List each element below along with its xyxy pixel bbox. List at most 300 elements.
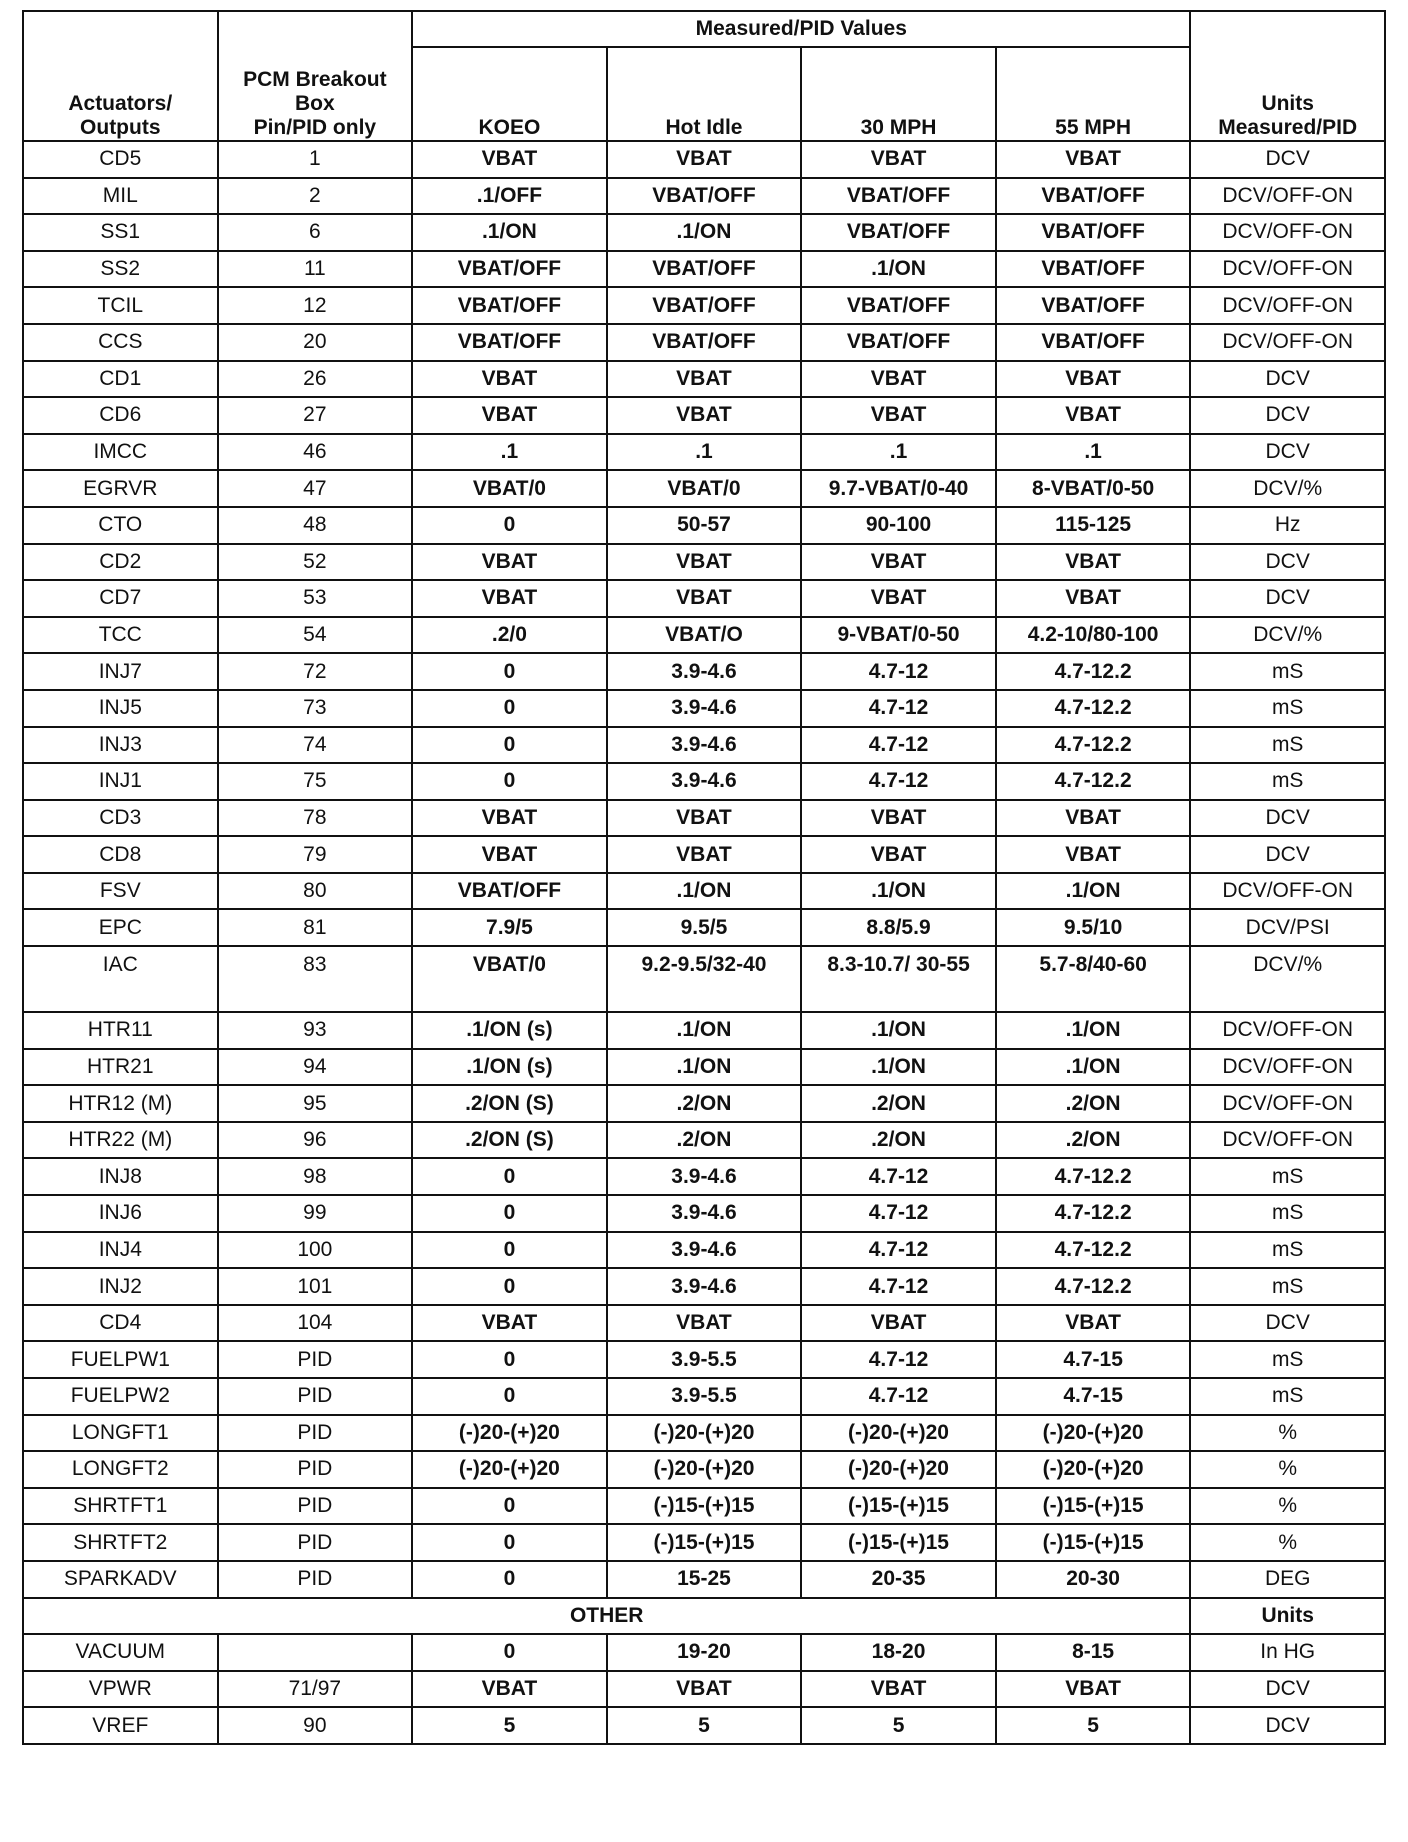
cell-55-mph: 4.7-12.2 [996, 653, 1191, 690]
cell-actuator: VPWR [23, 1671, 218, 1708]
cell-koeo: .1/ON (s) [412, 1012, 607, 1049]
cell-pin: 94 [218, 1049, 413, 1086]
cell-actuator: FUELPW1 [23, 1341, 218, 1378]
cell-30-mph: .1/ON [801, 873, 996, 910]
cell-55-mph: 4.7-12.2 [996, 1268, 1191, 1305]
cell-55-mph: 4.7-12.2 [996, 1195, 1191, 1232]
cell-30-mph: VBAT/OFF [801, 178, 996, 215]
cell-koeo: .2/ON (S) [412, 1122, 607, 1159]
cell-hot-idle: VBAT [607, 544, 802, 581]
cell-55-mph: 4.7-12.2 [996, 727, 1191, 764]
cell-55-mph: 4.7-12.2 [996, 1158, 1191, 1195]
cell-pin: 71/97 [218, 1671, 413, 1708]
table-row [23, 214, 1385, 251]
cell-hot-idle: VBAT [607, 361, 802, 398]
cell-30-mph: 9.7-VBAT/0-40 [801, 470, 996, 507]
header-pcm-breakout-box [218, 11, 413, 141]
cell-55-mph: VBAT [996, 141, 1191, 178]
cell-30-mph: 4.7-12 [801, 653, 996, 690]
cell-hot-idle: .2/ON [607, 1085, 802, 1122]
cell-units: DCV/OFF-ON [1190, 178, 1385, 215]
cell-55-mph: 8-VBAT/0-50 [996, 470, 1191, 507]
cell-pin: PID [218, 1561, 413, 1598]
header-30-mph: 30 MPH [801, 47, 996, 141]
table-row [23, 1707, 1385, 1744]
cell-koeo: 0 [412, 1634, 607, 1671]
cell-pin: PID [218, 1415, 413, 1452]
cell-55-mph: .2/ON [996, 1122, 1191, 1159]
cell-actuator: CD4 [23, 1305, 218, 1342]
cell-koeo: VBAT [412, 800, 607, 837]
cell-hot-idle: .1/ON [607, 214, 802, 251]
cell-30-mph: 18-20 [801, 1634, 996, 1671]
table-row [23, 1415, 1385, 1452]
table-row [23, 727, 1385, 764]
cell-pin: 6 [218, 214, 413, 251]
table-row [23, 397, 1385, 434]
cell-pin: 79 [218, 836, 413, 873]
cell-units: mS [1190, 763, 1385, 800]
cell-55-mph: VBAT [996, 397, 1191, 434]
cell-55-mph: VBAT/OFF [996, 287, 1191, 324]
cell-units: Hz [1190, 507, 1385, 544]
cell-units: In HG [1190, 1634, 1385, 1671]
cell-hot-idle: 3.9-4.6 [607, 763, 802, 800]
table-row [23, 1561, 1385, 1598]
cell-units: % [1190, 1451, 1385, 1488]
cell-pin: 73 [218, 690, 413, 727]
cell-30-mph: .1/ON [801, 1012, 996, 1049]
cell-55-mph: VBAT/OFF [996, 251, 1191, 288]
cell-55-mph: VBAT [996, 800, 1191, 837]
other-label: OTHER [23, 1598, 1190, 1635]
cell-hot-idle: .1/ON [607, 1049, 802, 1086]
cell-koeo: VBAT [412, 1671, 607, 1708]
cell-pin: 26 [218, 361, 413, 398]
cell-pin: PID [218, 1451, 413, 1488]
cell-30-mph: 4.7-12 [801, 690, 996, 727]
cell-actuator: CD8 [23, 836, 218, 873]
cell-pin: 93 [218, 1012, 413, 1049]
table-row [23, 1634, 1385, 1671]
cell-pin: 74 [218, 727, 413, 764]
table-row [23, 1524, 1385, 1561]
cell-units: DCV [1190, 1671, 1385, 1708]
cell-koeo: VBAT/OFF [412, 324, 607, 361]
cell-koeo: 0 [412, 690, 607, 727]
cell-30-mph: .1/ON [801, 251, 996, 288]
cell-actuator: HTR21 [23, 1049, 218, 1086]
table-row [23, 324, 1385, 361]
cell-55-mph: .1/ON [996, 1012, 1191, 1049]
cell-30-mph: 4.7-12 [801, 1268, 996, 1305]
cell-units: mS [1190, 690, 1385, 727]
cell-units: % [1190, 1415, 1385, 1452]
cell-koeo: 0 [412, 1341, 607, 1378]
cell-units: DCV/PSI [1190, 909, 1385, 946]
cell-actuator: SHRTFT1 [23, 1488, 218, 1525]
table-row [23, 287, 1385, 324]
cell-actuator: INJ7 [23, 653, 218, 690]
header-measured-pid-values: Measured/PID Values [412, 11, 1190, 47]
header-koeo: KOEO [412, 47, 607, 141]
cell-hot-idle: 5 [607, 1707, 802, 1744]
cell-pin: 78 [218, 800, 413, 837]
cell-hot-idle: 9.2-9.5/32-40 [607, 946, 802, 1012]
cell-units: DCV [1190, 836, 1385, 873]
cell-pin: 90 [218, 1707, 413, 1744]
cell-hot-idle: 3.9-4.6 [607, 1232, 802, 1269]
cell-hot-idle: (-)20-(+)20 [607, 1451, 802, 1488]
cell-55-mph: .1/ON [996, 1049, 1191, 1086]
cell-actuator: SS2 [23, 251, 218, 288]
cell-koeo: VBAT/0 [412, 470, 607, 507]
cell-units: DCV [1190, 434, 1385, 471]
cell-55-mph: VBAT [996, 1305, 1191, 1342]
cell-units: DCV [1190, 580, 1385, 617]
table-row [23, 1158, 1385, 1195]
cell-koeo: 7.9/5 [412, 909, 607, 946]
cell-actuator: INJ6 [23, 1195, 218, 1232]
table-row [23, 800, 1385, 837]
cell-55-mph: 20-30 [996, 1561, 1191, 1598]
cell-koeo: .1/ON (s) [412, 1049, 607, 1086]
cell-actuator: TCC [23, 617, 218, 654]
cell-units: DCV/OFF-ON [1190, 287, 1385, 324]
cell-pin [218, 1634, 413, 1671]
cell-koeo: 0 [412, 1524, 607, 1561]
cell-actuator: CCS [23, 324, 218, 361]
cell-30-mph: VBAT [801, 1305, 996, 1342]
cell-koeo: 0 [412, 1195, 607, 1232]
cell-30-mph: .2/ON [801, 1122, 996, 1159]
cell-units: mS [1190, 1195, 1385, 1232]
cell-koeo: 0 [412, 507, 607, 544]
cell-55-mph: VBAT [996, 544, 1191, 581]
cell-actuator: EPC [23, 909, 218, 946]
cell-koeo: VBAT/OFF [412, 287, 607, 324]
cell-hot-idle: 50-57 [607, 507, 802, 544]
table-row [23, 544, 1385, 581]
cell-actuator: INJ4 [23, 1232, 218, 1269]
cell-units: DCV/% [1190, 617, 1385, 654]
header-55-mph: 55 MPH [996, 47, 1191, 141]
table-row [23, 1268, 1385, 1305]
cell-pin: 75 [218, 763, 413, 800]
cell-pin: 95 [218, 1085, 413, 1122]
cell-units: DCV [1190, 1707, 1385, 1744]
cell-koeo: (-)20-(+)20 [412, 1451, 607, 1488]
table-body [23, 141, 1385, 1598]
cell-koeo: VBAT [412, 397, 607, 434]
cell-hot-idle: (-)15-(+)15 [607, 1488, 802, 1525]
cell-units: DCV/OFF-ON [1190, 873, 1385, 910]
cell-hot-idle: .1/ON [607, 873, 802, 910]
cell-units: DCV [1190, 141, 1385, 178]
cell-30-mph: 8.8/5.9 [801, 909, 996, 946]
cell-koeo: VBAT [412, 580, 607, 617]
other-header-row [23, 1598, 1385, 1635]
cell-55-mph: (-)15-(+)15 [996, 1488, 1191, 1525]
cell-55-mph: VBAT [996, 836, 1191, 873]
cell-30-mph: 8.3-10.7/ 30-55 [801, 946, 996, 1012]
cell-hot-idle: .1 [607, 434, 802, 471]
cell-actuator: VACUUM [23, 1634, 218, 1671]
cell-hot-idle: .1/ON [607, 1012, 802, 1049]
cell-55-mph: VBAT/OFF [996, 214, 1191, 251]
cell-actuator: FSV [23, 873, 218, 910]
cell-pin: 100 [218, 1232, 413, 1269]
cell-55-mph: VBAT/OFF [996, 178, 1191, 215]
cell-actuator: CD2 [23, 544, 218, 581]
cell-55-mph: 4.7-12.2 [996, 763, 1191, 800]
cell-pin: 48 [218, 507, 413, 544]
cell-30-mph: 4.7-12 [801, 1378, 996, 1415]
cell-actuator: HTR11 [23, 1012, 218, 1049]
cell-koeo: VBAT/OFF [412, 873, 607, 910]
other-section [23, 1598, 1385, 1635]
cell-hot-idle: 3.9-4.6 [607, 1195, 802, 1232]
cell-pin: 101 [218, 1268, 413, 1305]
header-actuators-line1: Actuators/ [68, 92, 173, 115]
cell-30-mph: VBAT/OFF [801, 324, 996, 361]
table-row [23, 909, 1385, 946]
cell-30-mph: VBAT [801, 544, 996, 581]
table-row [23, 1122, 1385, 1159]
cell-55-mph: 4.2-10/80-100 [996, 617, 1191, 654]
cell-actuator: CD3 [23, 800, 218, 837]
cell-actuator: LONGFT2 [23, 1451, 218, 1488]
cell-units: DCV/OFF-ON [1190, 324, 1385, 361]
cell-30-mph: 5 [801, 1707, 996, 1744]
cell-55-mph: VBAT [996, 1671, 1191, 1708]
cell-pin: 52 [218, 544, 413, 581]
table-row [23, 1195, 1385, 1232]
table-row [23, 653, 1385, 690]
cell-hot-idle: VBAT [607, 1671, 802, 1708]
cell-30-mph: 90-100 [801, 507, 996, 544]
cell-55-mph: 9.5/10 [996, 909, 1191, 946]
cell-units: mS [1190, 653, 1385, 690]
cell-koeo: VBAT [412, 361, 607, 398]
cell-units: % [1190, 1524, 1385, 1561]
cell-30-mph: 4.7-12 [801, 1341, 996, 1378]
header-units-line2: Measured/PID [1218, 116, 1358, 139]
cell-hot-idle: VBAT/O [607, 617, 802, 654]
cell-koeo: 0 [412, 1561, 607, 1598]
cell-55-mph: VBAT [996, 361, 1191, 398]
cell-koeo: VBAT [412, 1305, 607, 1342]
table-row [23, 1451, 1385, 1488]
cell-units: DCV [1190, 800, 1385, 837]
cell-hot-idle: 3.9-5.5 [607, 1378, 802, 1415]
cell-55-mph: 5 [996, 1707, 1191, 1744]
header-actuators-outputs [23, 11, 218, 141]
table-row [23, 470, 1385, 507]
cell-55-mph: 4.7-12.2 [996, 690, 1191, 727]
cell-koeo: VBAT [412, 836, 607, 873]
table-row [23, 836, 1385, 873]
table-row [23, 1232, 1385, 1269]
cell-actuator: TCIL [23, 287, 218, 324]
cell-pin: 104 [218, 1305, 413, 1342]
table-row [23, 617, 1385, 654]
cell-actuator: SS1 [23, 214, 218, 251]
other-body [23, 1634, 1385, 1744]
cell-koeo: (-)20-(+)20 [412, 1415, 607, 1452]
cell-hot-idle: VBAT/OFF [607, 324, 802, 361]
header-units-measured-pid [1190, 11, 1385, 141]
cell-actuator: VREF [23, 1707, 218, 1744]
cell-30-mph: VBAT/OFF [801, 214, 996, 251]
cell-pin: 98 [218, 1158, 413, 1195]
cell-hot-idle: 3.9-4.6 [607, 653, 802, 690]
cell-pin: PID [218, 1488, 413, 1525]
cell-koeo: .1/OFF [412, 178, 607, 215]
cell-pin: 99 [218, 1195, 413, 1232]
table-row [23, 873, 1385, 910]
header-hot-idle: Hot Idle [607, 47, 802, 141]
cell-units: DEG [1190, 1561, 1385, 1598]
cell-pin: 53 [218, 580, 413, 617]
header-pcm-line3: Pin/PID only [253, 116, 377, 139]
cell-actuator: FUELPW2 [23, 1378, 218, 1415]
cell-units: DCV/OFF-ON [1190, 1085, 1385, 1122]
cell-30-mph: (-)15-(+)15 [801, 1488, 996, 1525]
cell-pin: 11 [218, 251, 413, 288]
cell-hot-idle: 3.9-4.6 [607, 1158, 802, 1195]
cell-pin: 54 [218, 617, 413, 654]
cell-hot-idle: 9.5/5 [607, 909, 802, 946]
cell-hot-idle: 3.9-5.5 [607, 1341, 802, 1378]
cell-hot-idle: 3.9-4.6 [607, 727, 802, 764]
cell-koeo: 5 [412, 1707, 607, 1744]
cell-30-mph: .2/ON [801, 1085, 996, 1122]
header-actuators-line2: Outputs [80, 116, 161, 139]
cell-actuator: INJ8 [23, 1158, 218, 1195]
table-row [23, 690, 1385, 727]
cell-hot-idle: VBAT [607, 800, 802, 837]
cell-30-mph: 4.7-12 [801, 1232, 996, 1269]
cell-30-mph: (-)20-(+)20 [801, 1451, 996, 1488]
cell-hot-idle: VBAT/OFF [607, 178, 802, 215]
cell-55-mph: 115-125 [996, 507, 1191, 544]
cell-55-mph: 5.7-8/40-60 [996, 946, 1191, 1012]
cell-pin: 27 [218, 397, 413, 434]
cell-30-mph: 4.7-12 [801, 1158, 996, 1195]
cell-koeo: .2/ON (S) [412, 1085, 607, 1122]
table-row [23, 1671, 1385, 1708]
cell-30-mph: (-)15-(+)15 [801, 1524, 996, 1561]
cell-koeo: VBAT/0 [412, 946, 607, 1012]
pid-values-table [22, 10, 1386, 1745]
cell-30-mph: .1/ON [801, 1049, 996, 1086]
cell-units: mS [1190, 1158, 1385, 1195]
cell-hot-idle: VBAT/0 [607, 470, 802, 507]
cell-koeo: VBAT [412, 141, 607, 178]
cell-units: DCV/% [1190, 946, 1385, 1012]
cell-koeo: 0 [412, 1378, 607, 1415]
table-header [23, 11, 1385, 141]
cell-55-mph: .1 [996, 434, 1191, 471]
cell-pin: 47 [218, 470, 413, 507]
cell-actuator: EGRVR [23, 470, 218, 507]
cell-units: % [1190, 1488, 1385, 1525]
cell-hot-idle: VBAT [607, 397, 802, 434]
cell-30-mph: 4.7-12 [801, 1195, 996, 1232]
cell-pin: PID [218, 1341, 413, 1378]
cell-koeo: VBAT/OFF [412, 251, 607, 288]
table-row [23, 1012, 1385, 1049]
cell-hot-idle: VBAT/OFF [607, 251, 802, 288]
cell-actuator: HTR22 (M) [23, 1122, 218, 1159]
cell-actuator: INJ1 [23, 763, 218, 800]
cell-pin: 12 [218, 287, 413, 324]
cell-actuator: IAC [23, 946, 218, 1012]
cell-30-mph: .1 [801, 434, 996, 471]
cell-30-mph: 4.7-12 [801, 763, 996, 800]
table-row [23, 1049, 1385, 1086]
cell-pin: PID [218, 1378, 413, 1415]
cell-30-mph: (-)20-(+)20 [801, 1415, 996, 1452]
cell-actuator: SHRTFT2 [23, 1524, 218, 1561]
cell-actuator: CD7 [23, 580, 218, 617]
header-pcm-line2: Box [295, 92, 335, 115]
cell-koeo: 0 [412, 1158, 607, 1195]
cell-55-mph: .1/ON [996, 873, 1191, 910]
cell-units: DCV/OFF-ON [1190, 251, 1385, 288]
cell-30-mph: VBAT [801, 397, 996, 434]
table-row [23, 1378, 1385, 1415]
cell-pin: 83 [218, 946, 413, 1012]
cell-actuator: INJ3 [23, 727, 218, 764]
cell-actuator: CD6 [23, 397, 218, 434]
cell-actuator: CD5 [23, 141, 218, 178]
cell-actuator: MIL [23, 178, 218, 215]
cell-pin: 1 [218, 141, 413, 178]
cell-actuator: CTO [23, 507, 218, 544]
cell-hot-idle: 19-20 [607, 1634, 802, 1671]
cell-units: DCV/OFF-ON [1190, 1049, 1385, 1086]
cell-units: DCV [1190, 397, 1385, 434]
cell-actuator: SPARKADV [23, 1561, 218, 1598]
cell-30-mph: VBAT [801, 1671, 996, 1708]
cell-55-mph: (-)15-(+)15 [996, 1524, 1191, 1561]
cell-hot-idle: 3.9-4.6 [607, 1268, 802, 1305]
cell-pin: 80 [218, 873, 413, 910]
table-row [23, 1305, 1385, 1342]
cell-30-mph: VBAT/OFF [801, 287, 996, 324]
cell-hot-idle: .2/ON [607, 1122, 802, 1159]
cell-koeo: .2/0 [412, 617, 607, 654]
cell-hot-idle: VBAT/OFF [607, 287, 802, 324]
cell-units: mS [1190, 727, 1385, 764]
table-row [23, 763, 1385, 800]
cell-actuator: HTR12 (M) [23, 1085, 218, 1122]
table-row [23, 946, 1385, 1012]
cell-hot-idle: VBAT [607, 1305, 802, 1342]
cell-30-mph: VBAT [801, 800, 996, 837]
cell-30-mph: VBAT [801, 836, 996, 873]
cell-hot-idle: 15-25 [607, 1561, 802, 1598]
cell-actuator: INJ5 [23, 690, 218, 727]
table-row [23, 1488, 1385, 1525]
cell-units: DCV [1190, 1305, 1385, 1342]
cell-actuator: CD1 [23, 361, 218, 398]
cell-hot-idle: (-)15-(+)15 [607, 1524, 802, 1561]
table-row [23, 1085, 1385, 1122]
cell-hot-idle: 3.9-4.6 [607, 690, 802, 727]
